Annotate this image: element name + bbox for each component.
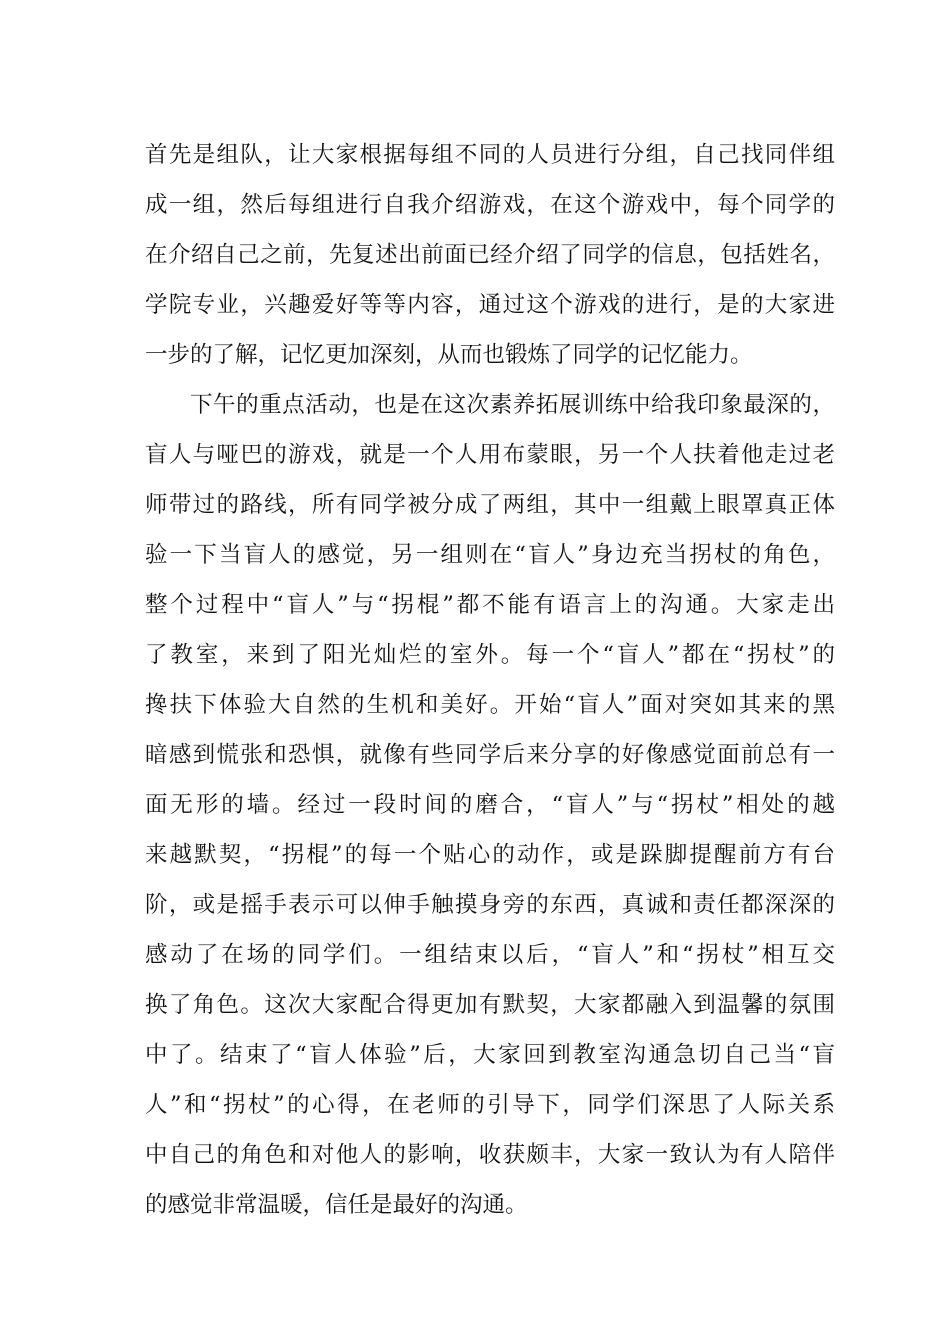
text-line: 的感觉非常温暖，信任是最好的沟通。 [145, 1192, 528, 1218]
text-line: 验一下当盲人的感觉，另一组则在“盲人”身边充当拐杖的角色， [145, 542, 835, 568]
text-line: 盲人与哑巴的游戏，就是一个人用布蒙眼，另一个人扶着他走过老 [145, 442, 835, 468]
text-line: 下午的重点活动，也是在这次素养拓展训练中给我印象最深的， [190, 392, 835, 418]
text-line: 搀扶下体验大自然的生机和美好。开始“盲人”面对突如其来的黑 [145, 692, 835, 718]
text-line: 学院专业，兴趣爱好等等内容，通过这个游戏的进行，是的大家进 [145, 292, 835, 318]
text-line: 感动了在场的同学们。一组结束以后，“盲人”和“拐杖”相互交 [145, 942, 835, 968]
text-line: 了教室，来到了阳光灿烂的室外。每一个“盲人”都在“拐杖”的 [145, 642, 835, 668]
text-line: 一步的了解，记忆更加深刻，从而也锻炼了同学的记忆能力。 [145, 342, 753, 368]
text-line: 阶，或是摇手表示可以伸手触摸身旁的东西，真诚和责任都深深的 [145, 892, 835, 918]
text-line: 暗感到慌张和恐惧，就像有些同学后来分享的好像感觉面前总有一 [145, 742, 835, 768]
text-line: 人”和“拐杖”的心得，在老师的引导下，同学们深思了人际关系 [145, 1092, 835, 1118]
text-line: 中自己的角色和对他人的影响，收获颇丰，大家一致认为有人陪伴 [145, 1142, 835, 1168]
text-line: 来越默契，“拐棍”的每一个贴心的动作，或是跺脚提醒前方有台 [145, 842, 835, 868]
paragraph-2 [145, 380, 835, 1230]
text-line: 成一组，然后每组进行自我介绍游戏，在这个游戏中，每个同学的 [145, 192, 835, 218]
paragraph-1 [145, 130, 835, 380]
text-line: 换了角色。这次大家配合得更加有默契，大家都融入到温馨的氛围 [145, 992, 835, 1018]
text-line: 师带过的路线，所有同学被分成了两组，其中一组戴上眼罩真正体 [145, 492, 835, 518]
body-text [145, 130, 835, 1230]
text-line: 在介绍自己之前，先复述出前面已经介绍了同学的信息，包括姓名， [145, 242, 835, 268]
text-line: 面无形的墙。经过一段时间的磨合，“盲人”与“拐杖”相处的越 [145, 792, 835, 818]
text-line: 首先是组队，让大家根据每组不同的人员进行分组，自己找同伴组 [145, 142, 835, 168]
text-line: 整个过程中“盲人”与“拐棍”都不能有语言上的沟通。大家走出 [145, 592, 835, 618]
text-line: 中了。结束了“盲人体验”后，大家回到教室沟通急切自己当“盲 [145, 1042, 835, 1068]
